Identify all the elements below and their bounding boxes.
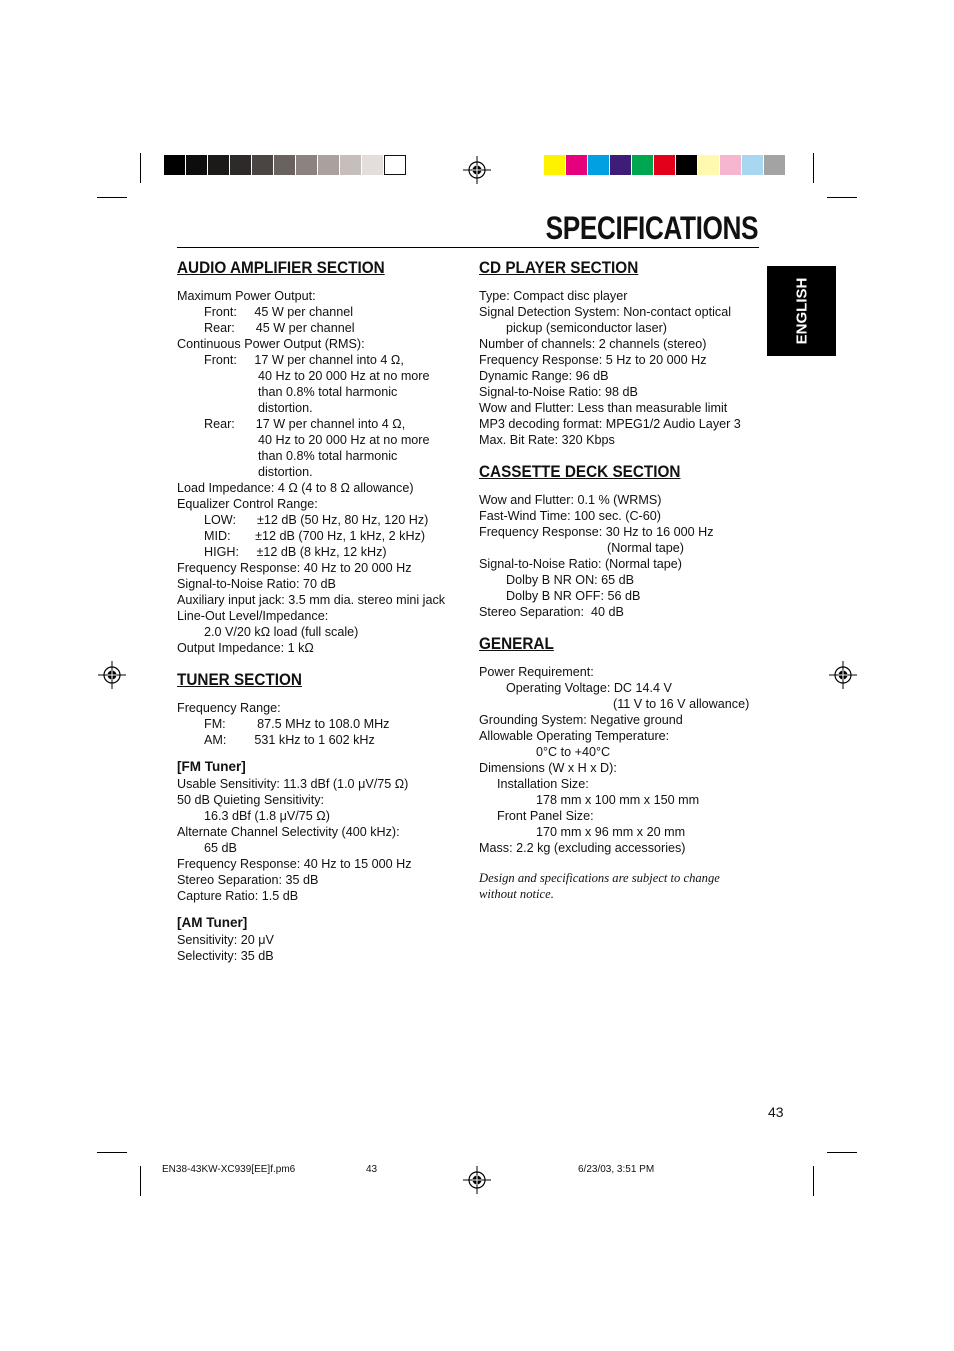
spec-line: Signal-to-Noise Ratio: (Normal tape) <box>479 557 682 571</box>
spec-line: distortion. <box>258 401 313 415</box>
spec-line: Line-Out Level/Impedance: <box>177 609 329 623</box>
crop-mark <box>140 1166 141 1196</box>
registration-mark-icon <box>98 661 126 689</box>
color-swatch <box>632 155 654 175</box>
color-swatch <box>340 155 362 175</box>
audio-amplifier-section <box>177 258 467 656</box>
tuner-section <box>177 670 467 964</box>
spec-line: Front: 17 W per channel into 4 Ω, <box>204 353 404 367</box>
crop-mark <box>97 197 127 198</box>
spec-line: 170 mm x 96 mm x 20 mm <box>536 825 686 839</box>
section-heading: CASSETTE DECK SECTION <box>479 462 681 481</box>
spec-line: Signal Detection System: Non-contact optical <box>479 305 731 319</box>
page-title: SPECIFICATIONS <box>545 210 758 246</box>
process-color-bar <box>544 155 786 175</box>
note-line: without notice. <box>479 887 554 901</box>
spec-line: 2.0 V/20 kΩ load (full scale) <box>204 625 359 639</box>
color-swatch <box>230 155 252 175</box>
section-heading: AUDIO AMPLIFIER SECTION <box>177 258 385 277</box>
spec-line: Power Requirement: <box>479 665 594 679</box>
color-swatch <box>566 155 588 175</box>
footer-page: 43 <box>366 1164 378 1175</box>
color-swatch <box>742 155 764 175</box>
spec-line: pickup (semiconductor laser) <box>506 321 667 335</box>
crop-mark <box>813 1166 814 1196</box>
color-swatch <box>362 155 384 175</box>
spec-line: Output Impedance: 1 kΩ <box>177 641 314 655</box>
spec-line: Grounding System: Negative ground <box>479 713 683 727</box>
spec-line: Frequency Response: 40 Hz to 20 000 Hz <box>177 561 412 575</box>
language-tab <box>767 266 836 356</box>
spec-line: 50 dB Quieting Sensitivity: <box>177 793 325 807</box>
spec-line: MID: ±12 dB (700 Hz, 1 kHz, 2 kHz) <box>204 529 426 543</box>
color-swatch <box>610 155 632 175</box>
spec-line: Capture Ratio: 1.5 dB <box>177 889 299 903</box>
general-lines <box>479 664 764 856</box>
right-column <box>479 258 764 916</box>
subsection-heading: [AM Tuner] <box>177 915 248 930</box>
color-swatch <box>764 155 786 175</box>
cd-lines <box>479 288 764 448</box>
spec-line: Operating Voltage: DC 14.4 V <box>506 681 672 695</box>
color-swatch <box>544 155 566 175</box>
crop-mark <box>827 1152 857 1153</box>
spec-line: Dolby B NR ON: 65 dB <box>506 573 635 587</box>
spec-line: Dimensions (W x H x D): <box>479 761 617 775</box>
spec-line: Signal-to-Noise Ratio: 70 dB <box>177 577 336 591</box>
color-swatch <box>274 155 296 175</box>
cassette-deck-section <box>479 462 764 620</box>
left-column <box>177 258 467 978</box>
spec-line: 40 Hz to 20 000 Hz at no more <box>258 369 430 383</box>
color-swatch <box>186 155 208 175</box>
footer-file: EN38-43KW-XC939[EE]f.pm6 <box>162 1164 296 1175</box>
spec-line: Mass: 2.2 kg (excluding accessories) <box>479 841 686 855</box>
spec-line: Signal-to-Noise Ratio: 98 dB <box>479 385 638 399</box>
disclaimer-note <box>479 870 764 902</box>
color-swatch <box>720 155 742 175</box>
spec-line: Frequency Response: 40 Hz to 15 000 Hz <box>177 857 412 871</box>
spec-line: Equalizer Control Range: <box>177 497 318 511</box>
spec-line: than 0.8% total harmonic <box>258 385 398 399</box>
crop-mark <box>813 153 814 183</box>
spec-line: (11 V to 16 V allowance) <box>613 697 750 711</box>
color-swatch <box>296 155 318 175</box>
am-tuner-lines <box>177 932 467 964</box>
spec-line: Rear: 45 W per channel <box>204 321 355 335</box>
spec-line: Sensitivity: 20 μV <box>177 933 274 947</box>
fm-tuner-lines <box>177 776 467 904</box>
section-heading: CD PLAYER SECTION <box>479 258 639 277</box>
grayscale-color-bar <box>164 155 406 175</box>
spec-line: Frequency Range: <box>177 701 281 715</box>
color-swatch <box>698 155 720 175</box>
spec-line: Rear: 17 W per channel into 4 Ω, <box>204 417 406 431</box>
registration-mark-icon <box>463 156 491 184</box>
general-section <box>479 634 764 902</box>
spec-line: AM: 531 kHz to 1 602 kHz <box>204 733 375 747</box>
note-line: Design and specifications are subject to change <box>479 871 720 885</box>
spec-line: Stereo Separation: 40 dB <box>479 605 624 619</box>
crop-mark <box>827 197 857 198</box>
spec-line: Alternate Channel Selectivity (400 kHz): <box>177 825 400 839</box>
color-swatch <box>384 155 406 175</box>
cassette-lines <box>479 492 764 620</box>
page-number: 43 <box>768 1104 784 1120</box>
spec-line: Allowable Operating Temperature: <box>479 729 670 743</box>
color-swatch <box>164 155 186 175</box>
spec-line: 65 dB <box>204 841 237 855</box>
footer-date: 6/23/03, 3:51 PM <box>578 1164 655 1175</box>
registration-mark-icon <box>463 1166 491 1194</box>
spec-line: Auxiliary input jack: 3.5 mm dia. stereo mini jack <box>177 593 446 607</box>
spec-line: 178 mm x 100 mm x 150 mm <box>536 793 700 807</box>
spec-line: Type: Compact disc player <box>479 289 628 303</box>
spec-line: Continuous Power Output (RMS): <box>177 337 365 351</box>
spec-line: Installation Size: <box>497 777 589 791</box>
spec-line: Wow and Flutter: 0.1 % (WRMS) <box>479 493 662 507</box>
spec-line: than 0.8% total harmonic <box>258 449 398 463</box>
spec-line: (Normal tape) <box>607 541 684 555</box>
spec-line: Load Impedance: 4 Ω (4 to 8 Ω allowance) <box>177 481 414 495</box>
section-heading: GENERAL <box>479 634 554 653</box>
audio-lines <box>177 288 467 656</box>
spec-line: Front: 45 W per channel <box>204 305 354 319</box>
spec-line: Usable Sensitivity: 11.3 dBf (1.0 μV/75 Ω) <box>177 777 409 791</box>
title-rule <box>177 247 759 248</box>
spec-line: HIGH: ±12 dB (8 kHz, 12 kHz) <box>204 545 387 559</box>
spec-line: Maximum Power Output: <box>177 289 316 303</box>
language-tab-label: ENGLISH <box>793 277 810 345</box>
color-swatch <box>208 155 230 175</box>
cd-player-section <box>479 258 764 448</box>
spec-line: Frequency Response: 30 Hz to 16 000 Hz <box>479 525 714 539</box>
spec-line: Stereo Separation: 35 dB <box>177 873 319 887</box>
spec-line: Dynamic Range: 96 dB <box>479 369 609 383</box>
registration-mark-icon <box>829 661 857 689</box>
spec-line: Wow and Flutter: Less than measurable limit <box>479 401 728 415</box>
spec-line: 40 Hz to 20 000 Hz at no more <box>258 433 430 447</box>
spec-line: Selectivity: 35 dB <box>177 949 274 963</box>
spec-line: Max. Bit Rate: 320 Kbps <box>479 433 615 447</box>
spec-line: 16.3 dBf (1.8 μV/75 Ω) <box>204 809 330 823</box>
spec-line: Frequency Response: 5 Hz to 20 000 Hz <box>479 353 707 367</box>
spec-line: MP3 decoding format: MPEG1/2 Audio Layer 3 <box>479 417 741 431</box>
color-swatch <box>588 155 610 175</box>
section-heading: TUNER SECTION <box>177 670 302 689</box>
crop-mark <box>97 1152 127 1153</box>
spec-line: Front Panel Size: <box>497 809 594 823</box>
crop-mark <box>140 153 141 183</box>
subsection-heading: [FM Tuner] <box>177 759 246 774</box>
color-swatch <box>252 155 274 175</box>
spec-line: distortion. <box>258 465 313 479</box>
color-swatch <box>654 155 676 175</box>
spec-line: Dolby B NR OFF: 56 dB <box>506 589 641 603</box>
color-swatch <box>318 155 340 175</box>
spec-line: LOW: ±12 dB (50 Hz, 80 Hz, 120 Hz) <box>204 513 429 527</box>
tuner-lines <box>177 700 467 748</box>
spec-line: Number of channels: 2 channels (stereo) <box>479 337 707 351</box>
color-swatch <box>676 155 698 175</box>
spec-line: 0°C to +40°C <box>536 745 611 759</box>
spec-line: FM: 87.5 MHz to 108.0 MHz <box>204 717 390 731</box>
spec-line: Fast-Wind Time: 100 sec. (C-60) <box>479 509 661 523</box>
